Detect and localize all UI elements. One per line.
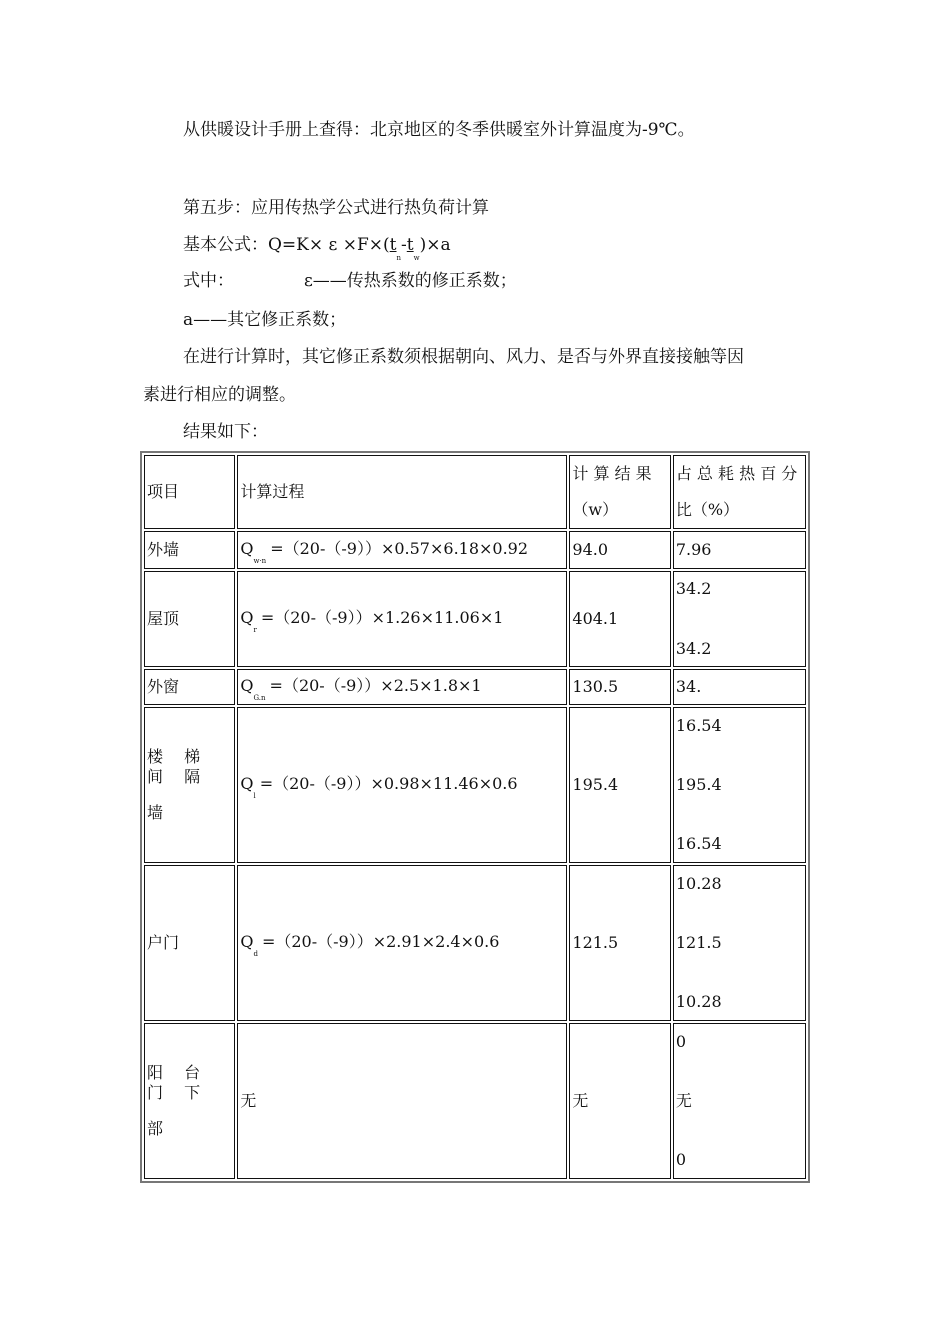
cell-process: $Q_{w\cdot n}=(20-(-9))\times 0.57\times 6.18\times 0.92$ bbox=[237, 531, 567, 569]
table-row bbox=[144, 531, 806, 569]
formula-temp-diff: $(t_n-t_w)$ bbox=[383, 235, 427, 262]
cell-item: 屋顶 bbox=[144, 571, 235, 667]
cell-result: 404.1 bbox=[569, 571, 670, 667]
header-result-l2: （w） bbox=[572, 500, 619, 519]
paragraph-basic-formula bbox=[183, 235, 451, 262]
cell-percent: 0 无 0 bbox=[673, 1023, 806, 1179]
header-percent bbox=[673, 455, 806, 529]
cell-percent: 34. bbox=[673, 669, 806, 705]
paragraph-where bbox=[183, 271, 517, 291]
paragraph-results-label: 结果如下： bbox=[183, 422, 268, 442]
cell-result: 121.5 bbox=[569, 865, 670, 1021]
table-row bbox=[144, 669, 806, 705]
paragraph-a-coefficient: a——其它修正系数； bbox=[183, 310, 347, 330]
paragraph-adjust-line2: 素进行相应的调整。 bbox=[143, 385, 296, 405]
paragraph-step-five: 第五步：应用传热学公式进行热负荷计算 bbox=[183, 198, 489, 218]
sub-w: w bbox=[413, 254, 420, 262]
cell-result: 195.4 bbox=[569, 707, 670, 863]
paragraph-design-temp: 从供暖设计手册上查得：北京地区的冬季供暖室外计算温度为-9℃。 bbox=[183, 120, 695, 140]
cell-percent: 10.28 121.5 10.28 bbox=[673, 865, 806, 1021]
table-header-row bbox=[144, 455, 806, 529]
header-result bbox=[569, 455, 670, 529]
where-label: 式中： bbox=[183, 271, 234, 291]
cell-percent: 16.54 195.4 16.54 bbox=[673, 707, 806, 863]
cell-item: 外墙 bbox=[144, 531, 235, 569]
cell-result: 130.5 bbox=[569, 669, 670, 705]
cell-result: 无 bbox=[569, 1023, 670, 1179]
header-item: 项目 bbox=[144, 455, 235, 529]
cell-process: $Q_d=(20-(-9))\times 2.91\times 2.4\times 0.6$ bbox=[237, 865, 567, 1021]
cell-process: 无 bbox=[237, 1023, 567, 1179]
sub-n: n bbox=[396, 254, 402, 262]
cell-item: 户门 bbox=[144, 865, 235, 1021]
cell-process: $Q_l=(20-(-9))\times 0.98\times 11.46\times 0.6$ bbox=[237, 707, 567, 863]
where-epsilon: ε——传热系数的修正系数； bbox=[304, 271, 517, 291]
cell-percent: 7.96 bbox=[673, 531, 806, 569]
header-percent-l2: 比（%） bbox=[675, 500, 740, 519]
header-process: 计算过程 bbox=[237, 455, 567, 529]
cell-item: 阳 台 门 下 部 bbox=[144, 1023, 235, 1179]
table-row bbox=[144, 1023, 806, 1179]
cell-result: 94.0 bbox=[569, 531, 670, 569]
table-row bbox=[144, 707, 806, 863]
cell-process: $Q_r=(20-(-9))\times 1.26\times 11.06\times 1$ bbox=[237, 571, 567, 667]
heat-load-table bbox=[140, 451, 810, 1183]
table-row bbox=[144, 571, 806, 667]
formula-prefix: 基本公式：Q=K× ε ×F× bbox=[183, 235, 384, 255]
header-percent-l1: 占 总 耗 热 百 分 bbox=[675, 464, 798, 483]
cell-percent: 34.2 34.2 bbox=[673, 571, 806, 667]
header-result-l1: 计 算 结 果 bbox=[572, 464, 652, 483]
paragraph-adjust-line1: 在进行计算时，其它修正系数须根据朝向、风力、是否与外界直接接触等因 bbox=[183, 347, 744, 367]
cell-item: 外窗 bbox=[144, 669, 235, 705]
cell-process: $Q_{G.n}=(20-(-9))\times 2.5\times 1.8\times 1$ bbox=[237, 669, 567, 705]
table-row bbox=[144, 865, 806, 1021]
formula-suffix: ×a bbox=[426, 235, 451, 255]
cell-item: 楼 梯 间 隔 墙 bbox=[144, 707, 235, 863]
